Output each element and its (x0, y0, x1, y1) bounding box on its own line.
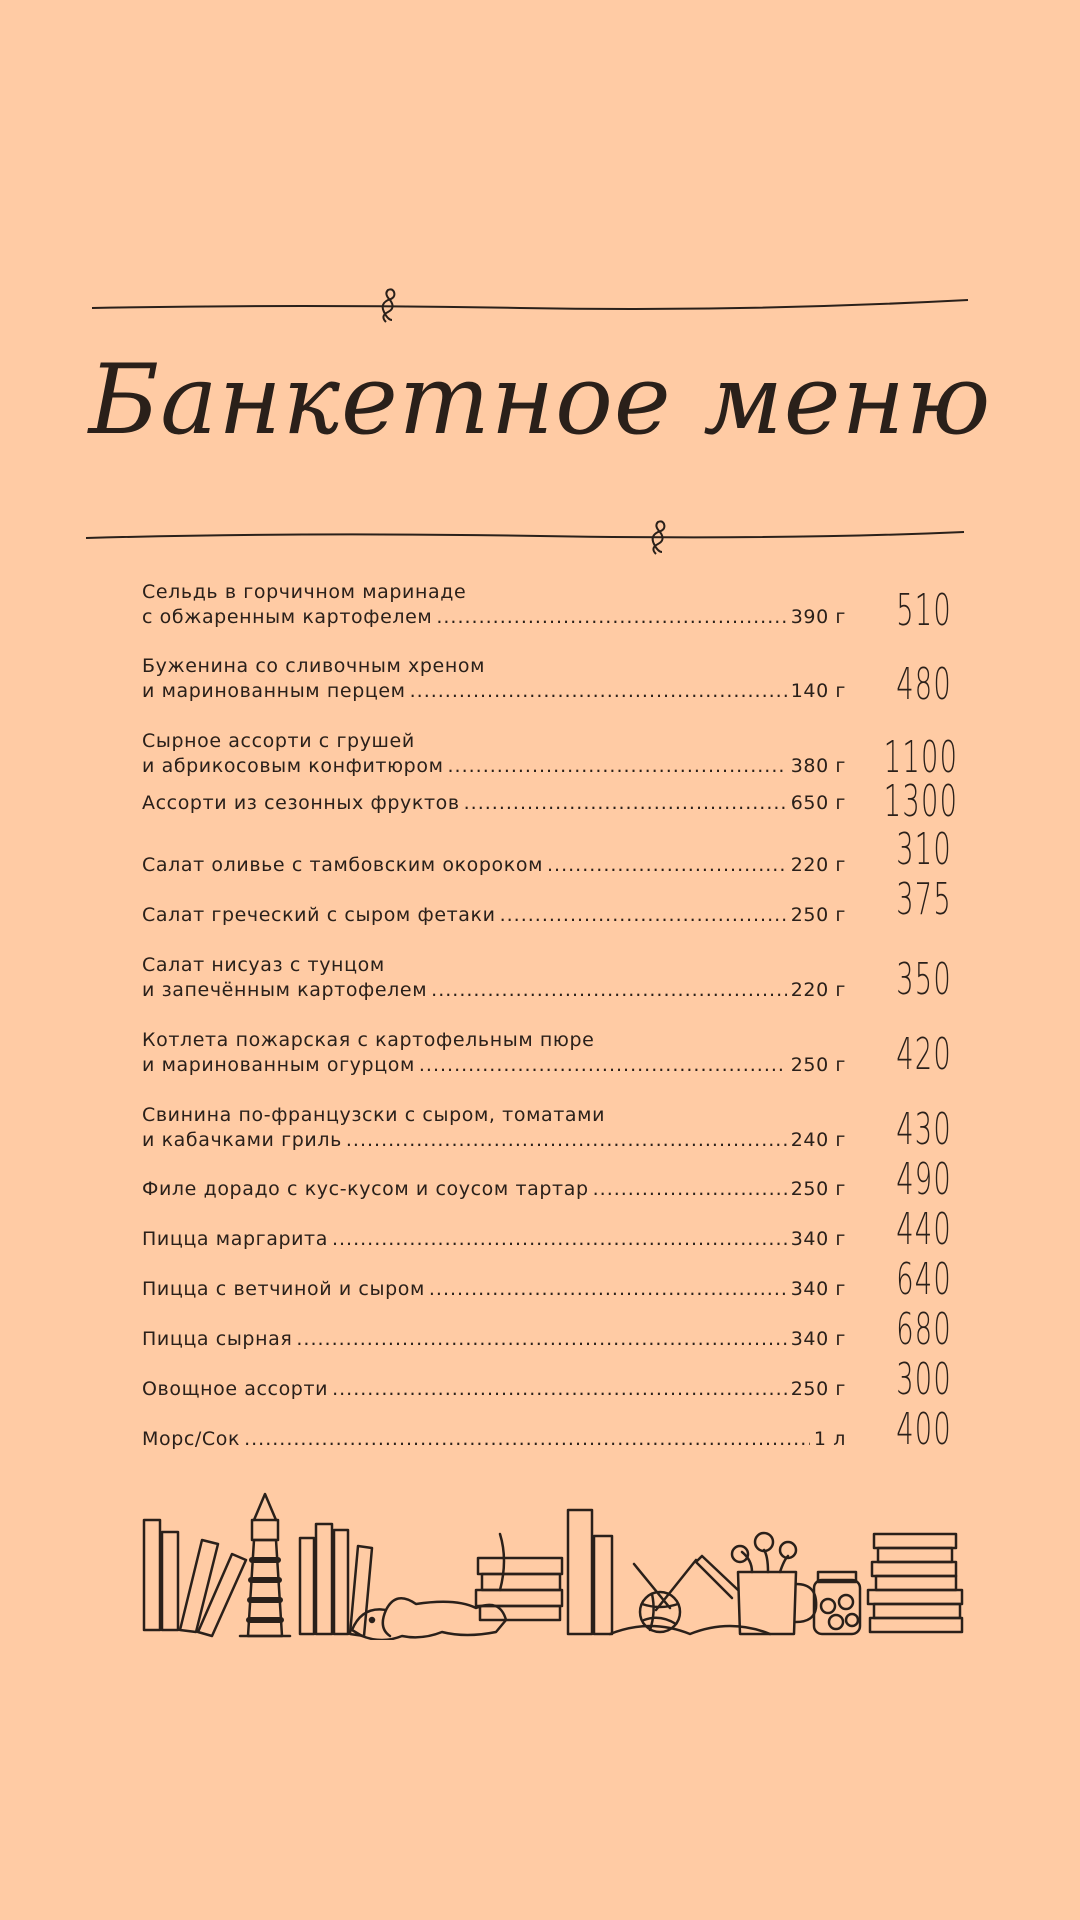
menu-item-price: 350 (896, 954, 952, 1005)
menu-item-description (142, 1177, 846, 1202)
menu-item-price: 1300 (883, 776, 959, 827)
dot-leader (332, 1227, 787, 1252)
menu-item-price: 440 (896, 1204, 952, 1255)
menu-item-price: 680 (896, 1304, 952, 1355)
menu-item-name-line2: и кабачками гриль (142, 1129, 342, 1151)
menu-item-description (142, 729, 846, 779)
menu-item-name: Пицца маргарита (142, 1228, 328, 1250)
menu-item-description (142, 1277, 846, 1302)
menu-item-weight: 220 г (790, 854, 846, 876)
menu-item-weight: 340 г (790, 1278, 846, 1300)
menu-item-weight: 390 г (790, 606, 846, 628)
menu-item-name-line2: и маринованным огурцом (142, 1054, 415, 1076)
menu-item-description (142, 1227, 846, 1252)
menu-item-price: 480 (896, 659, 952, 710)
menu-item-price: 430 (896, 1104, 952, 1155)
menu-item-weight: 240 г (790, 1129, 846, 1151)
menu-item-weight: 140 г (790, 680, 846, 702)
menu-item-name-line1: Буженина со сливочным хреном (142, 655, 486, 677)
dot-leader (593, 1177, 787, 1202)
menu-item-name-line1: Салат нисуаз с тунцом (142, 954, 385, 976)
menu-item-price: 310 (896, 824, 952, 875)
jar-icon (814, 1572, 860, 1634)
page-title: Банкетное меню (88, 344, 992, 456)
bookshelf-illustration (140, 1480, 980, 1640)
menu-item-weight: 340 г (790, 1328, 846, 1350)
dot-leader (332, 1377, 787, 1402)
menu-item-name: Пицца сырная (142, 1328, 293, 1350)
dot-leader (547, 853, 787, 878)
top-ornament-divider (0, 282, 1080, 332)
menu-item-price: 300 (896, 1354, 952, 1405)
books-left-icon (144, 1520, 246, 1636)
menu-item-name-line1: Свинина по-французски с сыром, томатами (142, 1104, 606, 1126)
dot-leader (464, 791, 787, 816)
lighthouse-icon (240, 1494, 290, 1636)
menu-item-weight: 250 г (790, 904, 846, 926)
menu-item-price: 510 (896, 585, 952, 636)
menu-item-description (142, 953, 846, 1003)
menu-item-price: 640 (896, 1254, 952, 1305)
dot-leader (296, 1327, 786, 1352)
dot-leader (346, 1128, 787, 1153)
dot-leader (500, 903, 787, 928)
dot-leader (448, 754, 787, 779)
books-middle-icon (300, 1524, 372, 1636)
books-stack-icon (476, 1510, 612, 1634)
menu-item-weight: 250 г (790, 1378, 846, 1400)
menu-item-name: Пицца с ветчиной и сыром (142, 1278, 425, 1300)
dot-leader (244, 1427, 810, 1452)
menu-item-weight: 650 г (790, 792, 846, 814)
bottom-ornament-divider (0, 510, 1080, 560)
menu-item-name-line2: и маринованным перцем (142, 680, 406, 702)
menu-item-weight: 250 г (790, 1054, 846, 1076)
menu-item-name: Овощное ассорти (142, 1378, 329, 1400)
menu-item-weight: 340 г (790, 1228, 846, 1250)
menu-item-description (142, 791, 846, 816)
menu-item-price: 375 (896, 874, 952, 925)
menu-item-name-line1: Сельдь в горчичном маринаде (142, 581, 467, 603)
menu-item-name-line2: и абрикосовым конфитюром (142, 755, 444, 777)
menu-item-price: 420 (896, 1029, 952, 1080)
dot-leader (436, 605, 786, 630)
menu-item-description (142, 853, 846, 878)
menu-item-price: 400 (896, 1404, 952, 1455)
menu-item-name: Салат греческий с сыром фетаки (142, 904, 496, 926)
menu-item-weight: 250 г (790, 1178, 846, 1200)
menu-item-name-line1: Сырное ассорти с грушей (142, 730, 415, 752)
menu-item-price: 490 (896, 1154, 952, 1205)
menu-item-name-line2: и запечённым картофелем (142, 979, 428, 1001)
menu-item-description (142, 903, 846, 928)
watering-can-icon (696, 1533, 816, 1634)
menu-item-description (142, 654, 846, 704)
dot-leader (419, 1053, 787, 1078)
menu-item-price: 1100 (883, 732, 959, 783)
books-right-icon (868, 1534, 962, 1632)
menu-item-name: Ассорти из сезонных фруктов (142, 792, 460, 814)
dot-leader (431, 978, 787, 1003)
menu-item-weight: 1 л (813, 1428, 846, 1450)
menu-item-description (142, 1327, 846, 1352)
menu-item-weight: 220 г (790, 979, 846, 1001)
menu-item-description (142, 1028, 846, 1078)
menu-item-name-line2: с обжаренным картофелем (142, 606, 433, 628)
dot-leader (429, 1277, 787, 1302)
menu-item-description (142, 1103, 846, 1153)
menu-item-name: Салат оливье с тамбовским окороком (142, 854, 544, 876)
menu-item-name: Филе дорадо с кус-кусом и соусом тартар (142, 1178, 589, 1200)
menu-item-name-line1: Котлета пожарская с картофельным пюре (142, 1029, 595, 1051)
menu-item-name: Морс/Сок (142, 1428, 241, 1450)
menu-item-description (142, 580, 846, 630)
menu-item-description (142, 1377, 846, 1402)
menu-item-description (142, 1427, 846, 1452)
dot-leader (410, 679, 787, 704)
menu-item-weight: 380 г (790, 755, 846, 777)
